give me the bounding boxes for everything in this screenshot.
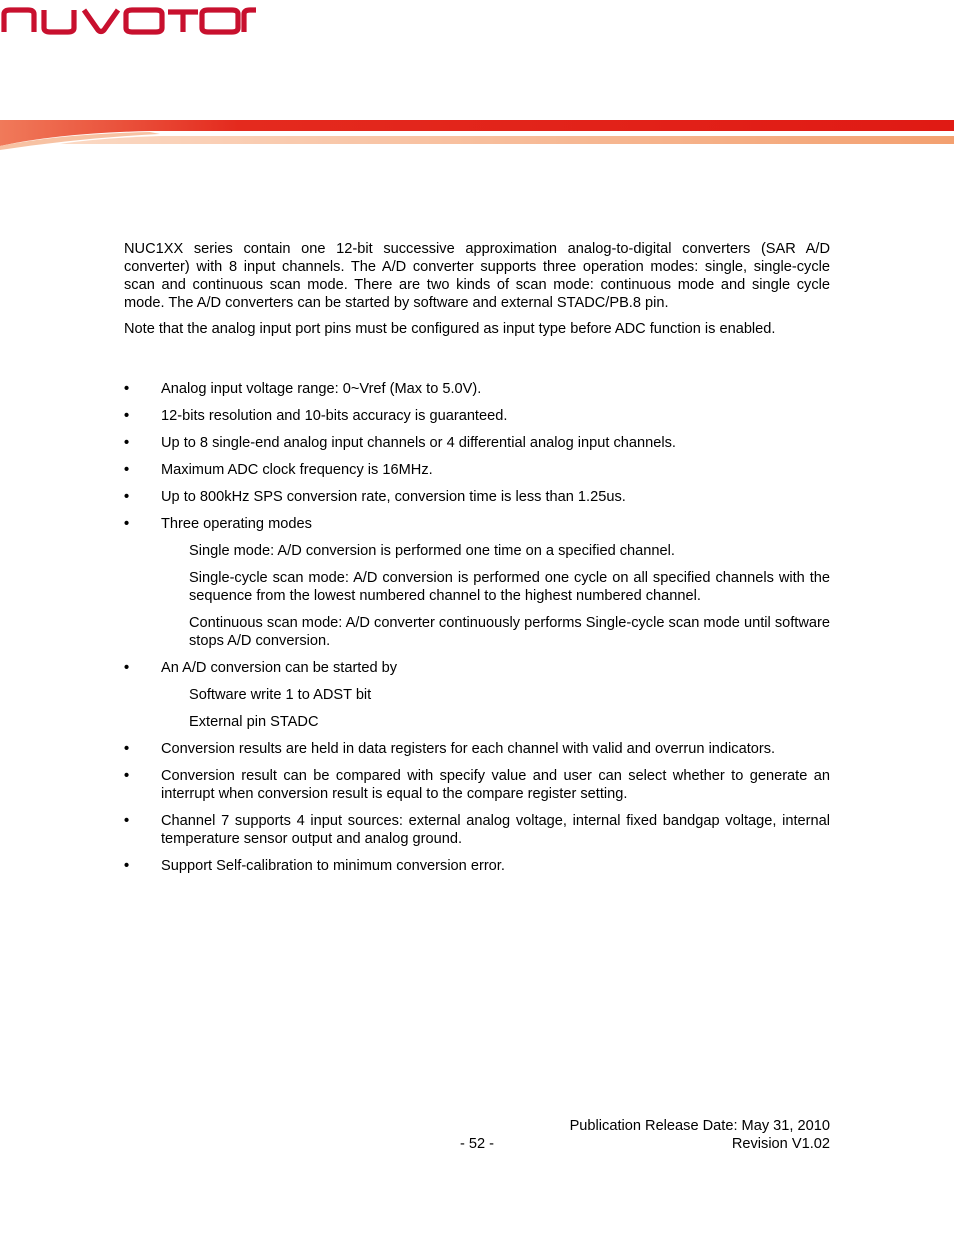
note-paragraph: Note that the analog input port pins must be configured as input type before ADC function is enabled. <box>124 321 776 337</box>
feature-item: • Conversion result can be compared with specify value and user can select whether to generate an interrupt when conversion result is equal to the compare register setting. <box>124 768 830 802</box>
bullet-icon: • <box>124 408 130 424</box>
feature-item: • Support Self-calibration to minimum conversion error. <box>124 858 505 874</box>
bullet-icon: • <box>124 381 130 397</box>
start-method-external-pin: External pin STADC <box>189 714 319 730</box>
page-number: - 52 - <box>459 1136 495 1152</box>
page-header <box>0 0 954 150</box>
feature-item: • Analog input voltage range: 0~Vref (Max to 5.0V). <box>124 381 482 397</box>
bullet-icon: • <box>124 768 130 784</box>
release-date: Publication Release Date: May 31, 2010 <box>569 1118 830 1134</box>
feature-item-operating-modes: • Three operating modes <box>124 516 312 532</box>
bullet-icon: • <box>124 435 130 451</box>
mode-single-cycle-scan: Single-cycle scan mode: A/D conversion is performed one cycle on all specified channels with the sequence from the lowest numbered channel to the highest numbered channel. <box>189 570 830 604</box>
logo-text: nuvoTon <box>0 0 4 1</box>
main-content <box>124 240 830 884</box>
feature-item: • Up to 8 single-end analog input channels or 4 differential analog input channels. <box>124 435 676 451</box>
bullet-icon: • <box>124 858 130 874</box>
bullet-icon: • <box>124 813 130 829</box>
bullet-icon: • <box>124 462 130 478</box>
header-light-band <box>60 136 954 144</box>
bullet-icon: • <box>124 489 130 505</box>
feature-item-start-methods: • An A/D conversion can be started by <box>124 660 398 676</box>
bullet-icon: • <box>124 741 130 757</box>
feature-item: • Maximum ADC clock frequency is 16MHz. <box>124 462 433 478</box>
feature-item: • Up to 800kHz SPS conversion rate, conversion time is less than 1.25us. <box>124 489 626 505</box>
start-method-software: Software write 1 to ADST bit <box>189 687 372 703</box>
feature-list-continued <box>124 659 830 677</box>
feature-item: • Channel 7 supports 4 input sources: external analog voltage, internal fixed bandgap voltage, internal temperature sensor output and analog ground. <box>124 813 830 847</box>
intro-paragraph: NUC1XX series contain one 12-bit successive approximation analog-to-digital converters (SAR A/D converter) with 8 input channels. The A/D converter supports three operation modes: single, single-cycle scan and continuous scan mode. There are two kinds of scan mode: continuous mode and single cycle mode. The A/D converters can be started by software and external STADC/PB.8 pin. <box>124 241 830 311</box>
bullet-icon: • <box>124 660 130 676</box>
mode-single: Single mode: A/D conversion is performed one time on a specified channel. <box>189 543 675 559</box>
mode-continuous-scan: Continuous scan mode: A/D converter continuously performs Single-cycle scan mode until software stops A/D conversion. <box>189 615 830 649</box>
feature-list <box>124 380 830 533</box>
bullet-icon: • <box>124 516 130 532</box>
feature-item: • Conversion results are held in data registers for each channel with valid and overrun indicators. <box>124 741 776 757</box>
revision: Revision V1.02 <box>731 1136 830 1152</box>
page-footer <box>124 1117 830 1157</box>
feature-list-final <box>124 740 830 875</box>
feature-item: • 12-bits resolution and 10-bits accuracy is guaranteed. <box>124 408 508 424</box>
nuvoton-logo <box>0 0 260 36</box>
